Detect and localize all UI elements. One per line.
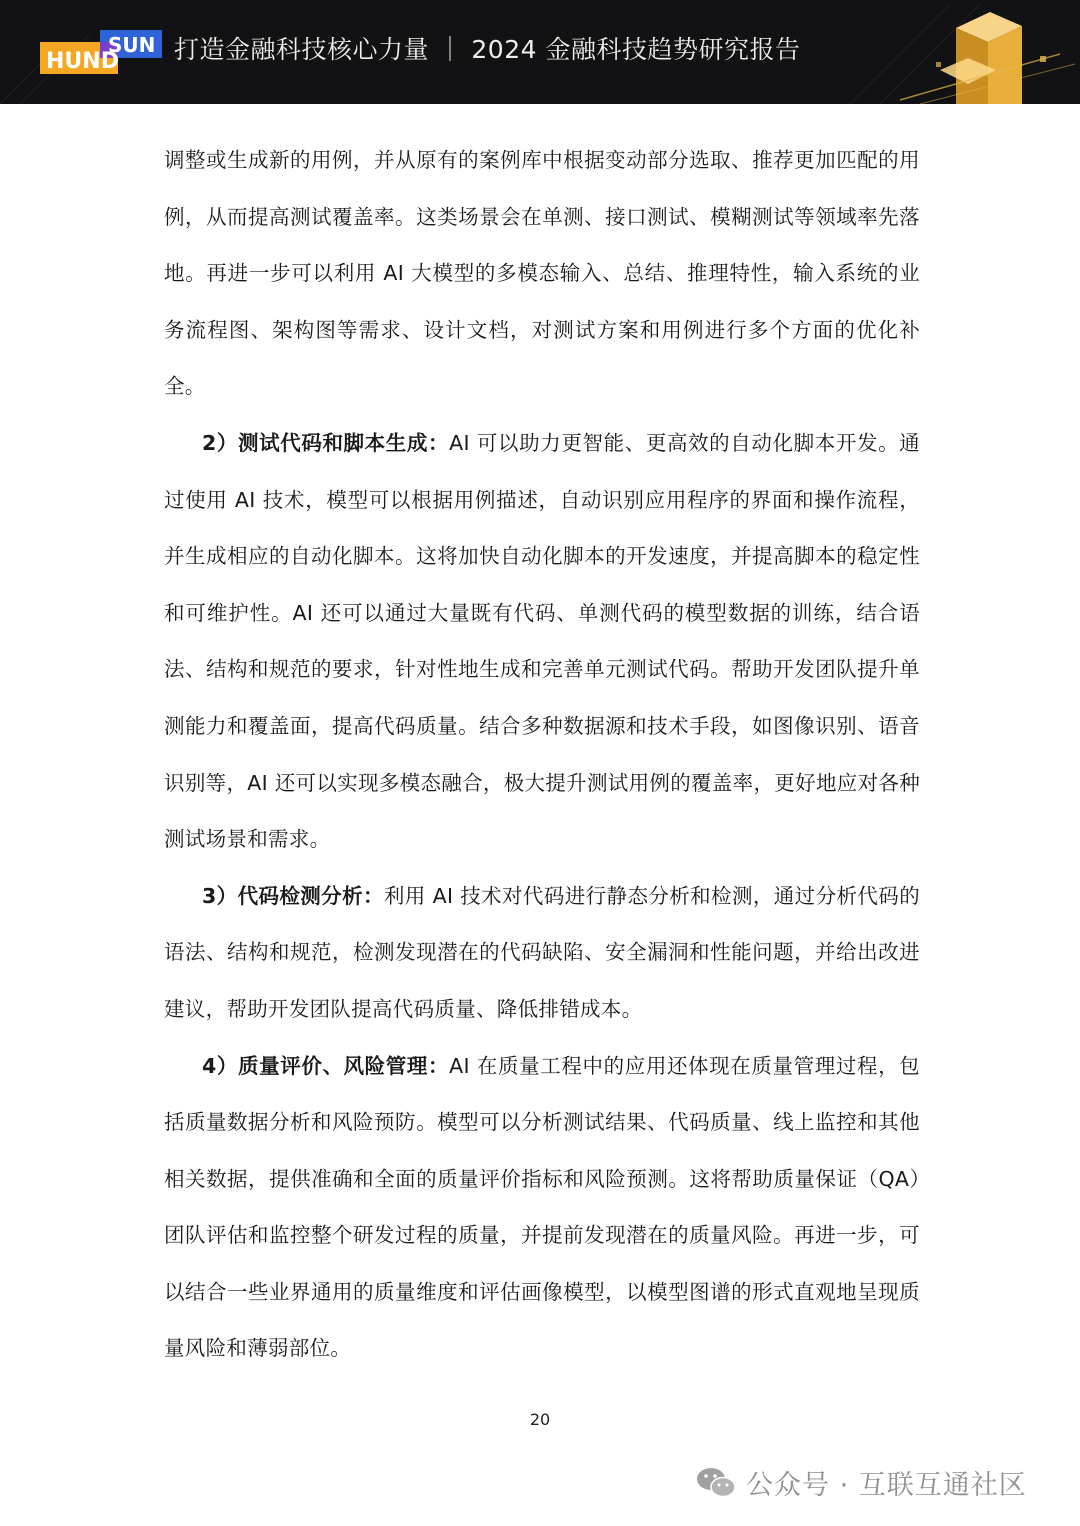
wechat-icon [694, 1464, 738, 1500]
paragraph-quality-risk [164, 1038, 920, 1378]
watermark-text: 公众号 · 互联互通社区 [746, 1469, 1027, 1501]
paragraph-continuation [164, 132, 920, 415]
wechat-watermark [694, 1460, 1027, 1504]
main-content [164, 132, 920, 1377]
report-title: 打造金融科技核心力量 ｜ 2024 金融科技趋势研究报告 [174, 35, 801, 64]
hundsun-logo [0, 0, 170, 104]
page-number: 20 [529, 1410, 551, 1429]
paragraph-text: 调整或生成新的用例，并从原有的案例库中根据变动部分选取、推荐更加匹配的用例，从而提高测试覆盖率。这类场景会在单测、接口测试、模糊测试等领域率先落地。再进一步可以利用 AI 大模型的多模态输入、总结、推理特性，输入系统的业务流程图、架构图等需求、设计文档，对测试方案和用例进行多个方面的优化补全。 [164, 148, 920, 399]
paragraph-text: AI 在质量工程中的应用还体现在质量管理过程，包括质量数据分析和风险预防。模型可以分析测试结果、代码质量、线上监控和其他相关数据，提供准确和全面的质量评价指标和风险预测。这将帮助质量保证（QA）团队评估和监控整个研发过程的质量，并提前发现潜在的质量风险。再进一步，可以结合一些业界通用的质量维度和评估画像模型，以模型图谱的形式直观地呈现质量风险和薄弱部位。 [164, 1053, 920, 1361]
header-banner [0, 0, 1080, 104]
paragraph-code-analysis [164, 868, 920, 1038]
paragraph-text: AI 可以助力更智能、更高效的自动化脚本开发。通过使用 AI 技术，模型可以根据用例描述，自动识别应用程序的界面和操作流程，并生成相应的自动化脚本。这将加快自动化脚本的开发速度，并提高脚本的稳定性和可维护性。AI 还可以通过大量既有代码、单测代码的模型数据的训练，结合语法、结构和规范的要求，针对性地生成和完善单元测试代码。帮助开发团队提升单测能力和覆盖面，提高代码质量。结合多种数据源和技术手段，如图像识别、语音识别等，AI 还可以实现多模态融合，极大提升测试用例的覆盖率，更好地应对各种测试场景和需求。 [164, 430, 920, 852]
paragraph-heading: 4）质量评价、风险管理： [202, 1053, 450, 1078]
paragraph-test-code-generation [164, 415, 920, 868]
paragraph-heading: 3）代码检测分析： [202, 883, 384, 908]
logo-text-hund: HUND [46, 49, 119, 74]
paragraph-text: 利用 AI 技术对代码进行静态分析和检测，通过分析代码的语法、结构和规范，检测发现潜在的代码缺陷、安全漏洞和性能问题，并给出改进建议，帮助开发团队提高代码质量、降低排错成本。 [164, 883, 920, 1021]
logo-text-sun: SUN [108, 33, 156, 57]
paragraph-heading: 2）测试代码和脚本生成： [202, 430, 450, 455]
